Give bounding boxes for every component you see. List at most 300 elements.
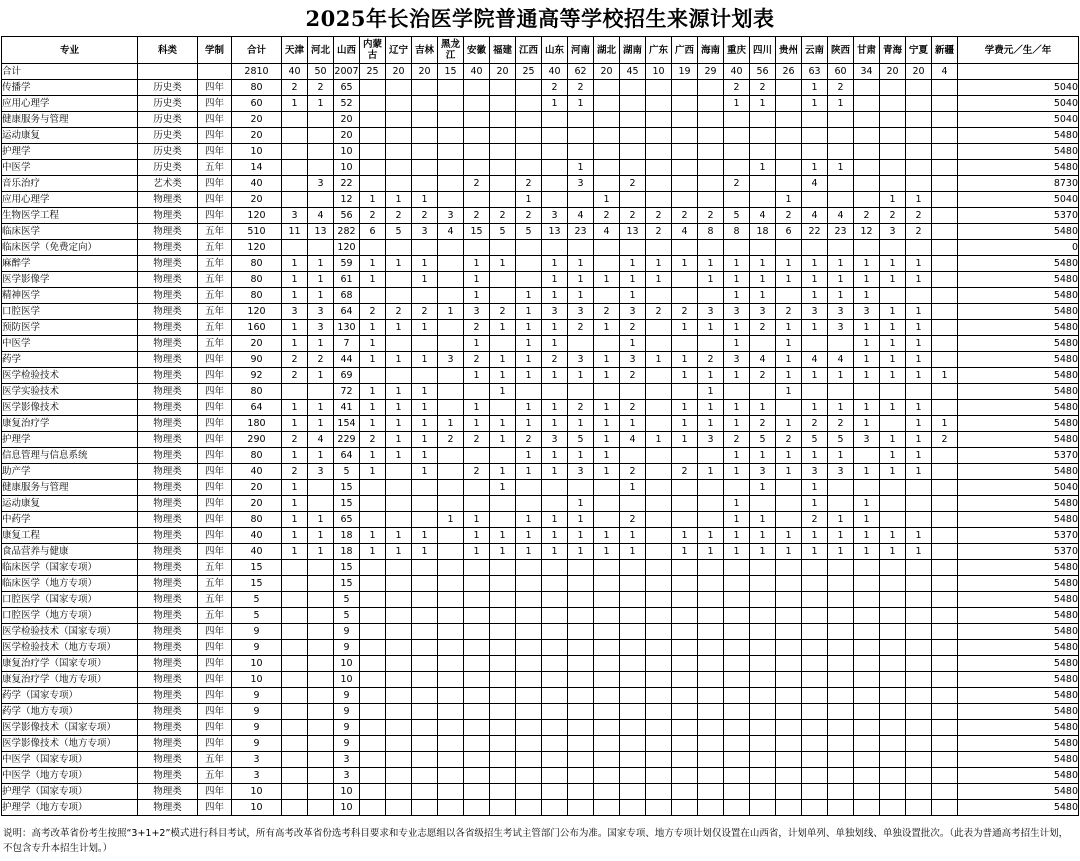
- row-province-count: [386, 96, 412, 112]
- row-province-count: [594, 608, 620, 624]
- table-row: [2, 224, 1079, 240]
- row-province-count: [802, 768, 828, 784]
- row-province-count: 2: [646, 208, 672, 224]
- row-province-count: [490, 800, 516, 816]
- row-province-count: 1: [698, 272, 724, 288]
- row-province-count: [464, 800, 490, 816]
- row-province-count: [880, 240, 906, 256]
- row-province-count: 1: [282, 400, 308, 416]
- row-major: 信息管理与信息系统: [2, 448, 138, 464]
- row-province-count: [880, 176, 906, 192]
- row-province-count: [672, 96, 698, 112]
- header-province: 河北: [308, 37, 334, 64]
- row-fee: 8730: [958, 176, 1079, 192]
- row-province-count: [672, 752, 698, 768]
- row-fee: 5370: [958, 528, 1079, 544]
- row-province-count: [750, 112, 776, 128]
- row-province-count: [438, 80, 464, 96]
- row-province-count: [672, 448, 698, 464]
- row-province-count: [880, 800, 906, 816]
- row-province-count: 2: [516, 432, 542, 448]
- row-province-count: [438, 336, 464, 352]
- row-province-count: 1: [802, 320, 828, 336]
- row-province-count: 10: [334, 160, 360, 176]
- row-province-count: [932, 192, 958, 208]
- row-province-count: 2: [620, 176, 646, 192]
- row-province-count: [516, 128, 542, 144]
- row-province-count: [386, 656, 412, 672]
- row-province-count: [308, 560, 334, 576]
- row-fee: 5480: [958, 576, 1079, 592]
- row-province-count: [698, 128, 724, 144]
- row-province-count: 1: [282, 448, 308, 464]
- row-province-count: 3: [308, 176, 334, 192]
- row-province-count: 3: [750, 464, 776, 480]
- row-total: 10: [232, 656, 282, 672]
- row-province-count: 1: [802, 160, 828, 176]
- summary-province-count: 56: [750, 64, 776, 80]
- row-province-count: [932, 256, 958, 272]
- row-province-count: 1: [542, 368, 568, 384]
- row-province-count: 1: [880, 256, 906, 272]
- row-province-count: [516, 640, 542, 656]
- row-fee: 5040: [958, 112, 1079, 128]
- row-province-count: 1: [698, 416, 724, 432]
- row-major: 药学（地方专项）: [2, 704, 138, 720]
- row-province-count: [646, 480, 672, 496]
- footnote: 说明：高考改革省份考生按照“3+1+2”模式进行科目考试，所有高考改革省份选考科目要求和专业志愿组以各省级招生考试主管部门公布为准。国家专项、地方专项计划仅设置在山西省，计划单列、单独划线、单独设置批次。（此表为普通高考招生计划，不包含专升本招生计划。）: [3, 828, 1069, 854]
- row-length: 五年: [198, 288, 232, 304]
- row-province-count: [542, 144, 568, 160]
- row-province-count: [724, 112, 750, 128]
- row-length: 四年: [198, 400, 232, 416]
- row-province-count: 12: [854, 224, 880, 240]
- row-subject: 物理类: [138, 800, 198, 816]
- row-province-count: [646, 448, 672, 464]
- row-province-count: [828, 176, 854, 192]
- row-province-count: [490, 288, 516, 304]
- row-subject: 物理类: [138, 368, 198, 384]
- row-province-count: [672, 192, 698, 208]
- row-province-count: [438, 400, 464, 416]
- row-subject: 物理类: [138, 528, 198, 544]
- row-province-count: [620, 560, 646, 576]
- row-province-count: [542, 720, 568, 736]
- row-province-count: 9: [334, 688, 360, 704]
- row-total: 40: [232, 464, 282, 480]
- row-province-count: [282, 736, 308, 752]
- row-province-count: 3: [568, 464, 594, 480]
- row-province-count: 1: [620, 416, 646, 432]
- summary-province-count: 40: [464, 64, 490, 80]
- row-province-count: 1: [516, 544, 542, 560]
- row-province-count: [750, 640, 776, 656]
- row-length: 五年: [198, 576, 232, 592]
- row-province-count: [750, 576, 776, 592]
- row-province-count: 1: [932, 416, 958, 432]
- row-province-count: 2: [828, 80, 854, 96]
- row-province-count: 5: [750, 432, 776, 448]
- row-province-count: [698, 736, 724, 752]
- row-province-count: 1: [308, 288, 334, 304]
- row-province-count: [490, 80, 516, 96]
- row-province-count: [802, 624, 828, 640]
- row-province-count: [776, 176, 802, 192]
- row-fee: 5480: [958, 496, 1079, 512]
- row-province-count: 3: [542, 304, 568, 320]
- row-province-count: [620, 656, 646, 672]
- row-province-count: 1: [386, 320, 412, 336]
- row-province-count: [386, 496, 412, 512]
- row-province-count: [802, 672, 828, 688]
- row-province-count: [802, 800, 828, 816]
- summary-province-count: 29: [698, 64, 724, 80]
- row-province-count: [438, 656, 464, 672]
- row-province-count: 1: [776, 256, 802, 272]
- table-row: [2, 592, 1079, 608]
- row-province-count: 2: [464, 176, 490, 192]
- row-province-count: 2: [724, 80, 750, 96]
- row-province-count: 5: [334, 608, 360, 624]
- summary-province-count: 50: [308, 64, 334, 80]
- row-province-count: [802, 240, 828, 256]
- row-province-count: [932, 496, 958, 512]
- row-province-count: 1: [776, 528, 802, 544]
- row-province-count: [698, 480, 724, 496]
- row-length: 四年: [198, 624, 232, 640]
- row-province-count: 5: [802, 432, 828, 448]
- row-province-count: [776, 752, 802, 768]
- row-major: 生物医学工程: [2, 208, 138, 224]
- row-province-count: [360, 672, 386, 688]
- row-province-count: [386, 176, 412, 192]
- row-province-count: [906, 288, 932, 304]
- row-province-count: [594, 240, 620, 256]
- table-row: [2, 192, 1079, 208]
- row-province-count: [802, 576, 828, 592]
- row-province-count: [880, 704, 906, 720]
- row-province-count: [854, 192, 880, 208]
- row-province-count: 1: [828, 448, 854, 464]
- row-province-count: 5: [490, 224, 516, 240]
- row-province-count: [828, 640, 854, 656]
- row-province-count: 1: [906, 448, 932, 464]
- row-total: 80: [232, 288, 282, 304]
- row-province-count: 2: [360, 208, 386, 224]
- row-province-count: [880, 640, 906, 656]
- row-province-count: [750, 496, 776, 512]
- row-province-count: [776, 608, 802, 624]
- row-province-count: 18: [750, 224, 776, 240]
- row-province-count: [542, 800, 568, 816]
- table-row: [2, 336, 1079, 352]
- row-province-count: [412, 784, 438, 800]
- row-province-count: [932, 672, 958, 688]
- row-province-count: 1: [360, 448, 386, 464]
- row-province-count: [412, 176, 438, 192]
- row-province-count: 1: [724, 416, 750, 432]
- row-province-count: [828, 112, 854, 128]
- table-row: [2, 736, 1079, 752]
- row-province-count: [568, 656, 594, 672]
- row-province-count: 1: [672, 416, 698, 432]
- row-province-count: [776, 704, 802, 720]
- row-province-count: [620, 240, 646, 256]
- row-province-count: [308, 192, 334, 208]
- row-province-count: [698, 560, 724, 576]
- row-province-count: [672, 240, 698, 256]
- row-province-count: [932, 480, 958, 496]
- row-province-count: [854, 176, 880, 192]
- row-province-count: [750, 144, 776, 160]
- row-province-count: [854, 592, 880, 608]
- row-province-count: 1: [620, 528, 646, 544]
- row-province-count: [360, 128, 386, 144]
- row-province-count: 1: [438, 304, 464, 320]
- row-province-count: [724, 560, 750, 576]
- table-row: [2, 672, 1079, 688]
- row-province-count: 15: [464, 224, 490, 240]
- row-province-count: 4: [802, 176, 828, 192]
- row-province-count: 5: [516, 224, 542, 240]
- row-province-count: [672, 784, 698, 800]
- row-province-count: [828, 736, 854, 752]
- row-province-count: 2: [906, 224, 932, 240]
- row-province-count: [724, 688, 750, 704]
- row-province-count: [438, 544, 464, 560]
- row-province-count: [880, 736, 906, 752]
- row-province-count: [776, 400, 802, 416]
- row-fee: 5480: [958, 256, 1079, 272]
- table-header-row: [2, 37, 1079, 64]
- row-province-count: [490, 240, 516, 256]
- row-province-count: 1: [698, 256, 724, 272]
- row-province-count: 2: [724, 432, 750, 448]
- row-province-count: 1: [516, 416, 542, 432]
- row-province-count: [568, 784, 594, 800]
- row-province-count: 72: [334, 384, 360, 400]
- summary-province-count: 4: [932, 64, 958, 80]
- row-province-count: 1: [360, 352, 386, 368]
- summary-province-count: 40: [542, 64, 568, 80]
- row-province-count: [932, 304, 958, 320]
- row-province-count: [802, 640, 828, 656]
- row-province-count: [542, 384, 568, 400]
- row-province-count: [360, 624, 386, 640]
- row-length: 五年: [198, 336, 232, 352]
- row-province-count: [906, 560, 932, 576]
- row-fee: 5480: [958, 624, 1079, 640]
- row-province-count: [646, 592, 672, 608]
- summary-province-count: 26: [776, 64, 802, 80]
- row-province-count: [568, 128, 594, 144]
- row-subject: 物理类: [138, 464, 198, 480]
- row-province-count: [828, 560, 854, 576]
- row-province-count: 5: [828, 432, 854, 448]
- row-province-count: 1: [906, 528, 932, 544]
- row-province-count: [646, 688, 672, 704]
- table-row: [2, 416, 1079, 432]
- row-province-count: [672, 560, 698, 576]
- row-province-count: 64: [334, 304, 360, 320]
- row-province-count: 4: [308, 432, 334, 448]
- row-length: 五年: [198, 560, 232, 576]
- row-province-count: [750, 592, 776, 608]
- row-province-count: [360, 688, 386, 704]
- header-province: 青海: [880, 37, 906, 64]
- row-province-count: 1: [412, 192, 438, 208]
- row-province-count: 1: [308, 448, 334, 464]
- row-province-count: [750, 784, 776, 800]
- row-total: 510: [232, 224, 282, 240]
- row-province-count: 3: [854, 432, 880, 448]
- row-province-count: [646, 624, 672, 640]
- row-major: 精神医学: [2, 288, 138, 304]
- row-province-count: [802, 128, 828, 144]
- row-fee: 5480: [958, 512, 1079, 528]
- row-major: 医学影像技术: [2, 400, 138, 416]
- row-province-count: [464, 752, 490, 768]
- row-province-count: 4: [594, 224, 620, 240]
- row-province-count: [880, 112, 906, 128]
- row-province-count: 1: [854, 464, 880, 480]
- row-province-count: [776, 160, 802, 176]
- row-length: 四年: [198, 176, 232, 192]
- row-province-count: [542, 576, 568, 592]
- row-province-count: [308, 624, 334, 640]
- row-province-count: 1: [828, 512, 854, 528]
- row-subject: 物理类: [138, 656, 198, 672]
- row-province-count: [828, 688, 854, 704]
- row-fee: 5370: [958, 208, 1079, 224]
- header-province: 辽宁: [386, 37, 412, 64]
- row-fee: 5480: [958, 128, 1079, 144]
- row-province-count: 2: [698, 208, 724, 224]
- row-province-count: [620, 640, 646, 656]
- row-province-count: [412, 704, 438, 720]
- row-province-count: [646, 784, 672, 800]
- row-province-count: [308, 480, 334, 496]
- row-province-count: 1: [542, 256, 568, 272]
- row-major: 音乐治疗: [2, 176, 138, 192]
- header-province: 山东: [542, 37, 568, 64]
- row-province-count: [308, 736, 334, 752]
- row-province-count: [594, 144, 620, 160]
- row-province-count: [282, 144, 308, 160]
- row-province-count: 2: [464, 320, 490, 336]
- table-row: [2, 528, 1079, 544]
- row-province-count: 2: [620, 368, 646, 384]
- row-total: 290: [232, 432, 282, 448]
- row-province-count: 20: [334, 128, 360, 144]
- row-major: 预防医学: [2, 320, 138, 336]
- row-subject: 艺术类: [138, 176, 198, 192]
- row-province-count: 2: [516, 176, 542, 192]
- row-province-count: 1: [880, 432, 906, 448]
- row-length: 四年: [198, 96, 232, 112]
- row-province-count: 1: [776, 384, 802, 400]
- row-province-count: [282, 800, 308, 816]
- row-province-count: 1: [724, 256, 750, 272]
- row-province-count: [360, 176, 386, 192]
- row-province-count: [282, 704, 308, 720]
- row-province-count: [282, 608, 308, 624]
- row-province-count: [464, 784, 490, 800]
- row-province-count: [646, 496, 672, 512]
- row-province-count: 64: [334, 448, 360, 464]
- row-province-count: 1: [594, 432, 620, 448]
- row-province-count: 1: [880, 304, 906, 320]
- row-province-count: [620, 672, 646, 688]
- row-length: 四年: [198, 384, 232, 400]
- row-subject: 物理类: [138, 736, 198, 752]
- row-province-count: 1: [750, 272, 776, 288]
- row-province-count: 1: [776, 416, 802, 432]
- row-province-count: 2: [776, 432, 802, 448]
- row-province-count: 10: [334, 144, 360, 160]
- row-province-count: 1: [724, 528, 750, 544]
- row-province-count: [438, 192, 464, 208]
- row-province-count: [698, 704, 724, 720]
- row-province-count: [386, 160, 412, 176]
- row-province-count: [854, 160, 880, 176]
- row-province-count: 2: [438, 432, 464, 448]
- row-province-count: [620, 80, 646, 96]
- row-province-count: 1: [412, 384, 438, 400]
- row-province-count: [516, 784, 542, 800]
- row-fee: 5480: [958, 736, 1079, 752]
- row-province-count: [750, 624, 776, 640]
- row-province-count: [932, 80, 958, 96]
- row-province-count: [542, 560, 568, 576]
- row-province-count: [646, 288, 672, 304]
- row-fee: 5480: [958, 432, 1079, 448]
- row-province-count: [568, 608, 594, 624]
- row-province-count: [854, 672, 880, 688]
- row-province-count: [880, 672, 906, 688]
- row-province-count: 1: [698, 400, 724, 416]
- row-province-count: 1: [906, 544, 932, 560]
- row-province-count: [698, 160, 724, 176]
- row-province-count: 1: [854, 272, 880, 288]
- row-major: 口腔医学（地方专项）: [2, 608, 138, 624]
- row-province-count: [802, 112, 828, 128]
- row-province-count: [646, 464, 672, 480]
- row-fee: 5480: [958, 160, 1079, 176]
- row-province-count: 1: [880, 448, 906, 464]
- row-fee: 5040: [958, 192, 1079, 208]
- table-row: [2, 496, 1079, 512]
- table-row: [2, 640, 1079, 656]
- row-province-count: 1: [906, 192, 932, 208]
- row-subject: 物理类: [138, 208, 198, 224]
- row-total: 20: [232, 128, 282, 144]
- row-province-count: 1: [542, 320, 568, 336]
- row-province-count: 1: [386, 544, 412, 560]
- row-major: 医学检验技术: [2, 368, 138, 384]
- row-province-count: [360, 704, 386, 720]
- row-province-count: [594, 288, 620, 304]
- row-total: 9: [232, 640, 282, 656]
- row-province-count: [620, 720, 646, 736]
- row-province-count: 1: [750, 160, 776, 176]
- row-province-count: 1: [594, 464, 620, 480]
- row-province-count: [854, 688, 880, 704]
- row-province-count: [724, 752, 750, 768]
- row-province-count: 3: [438, 352, 464, 368]
- row-province-count: 1: [724, 544, 750, 560]
- summary-province-count: 60: [828, 64, 854, 80]
